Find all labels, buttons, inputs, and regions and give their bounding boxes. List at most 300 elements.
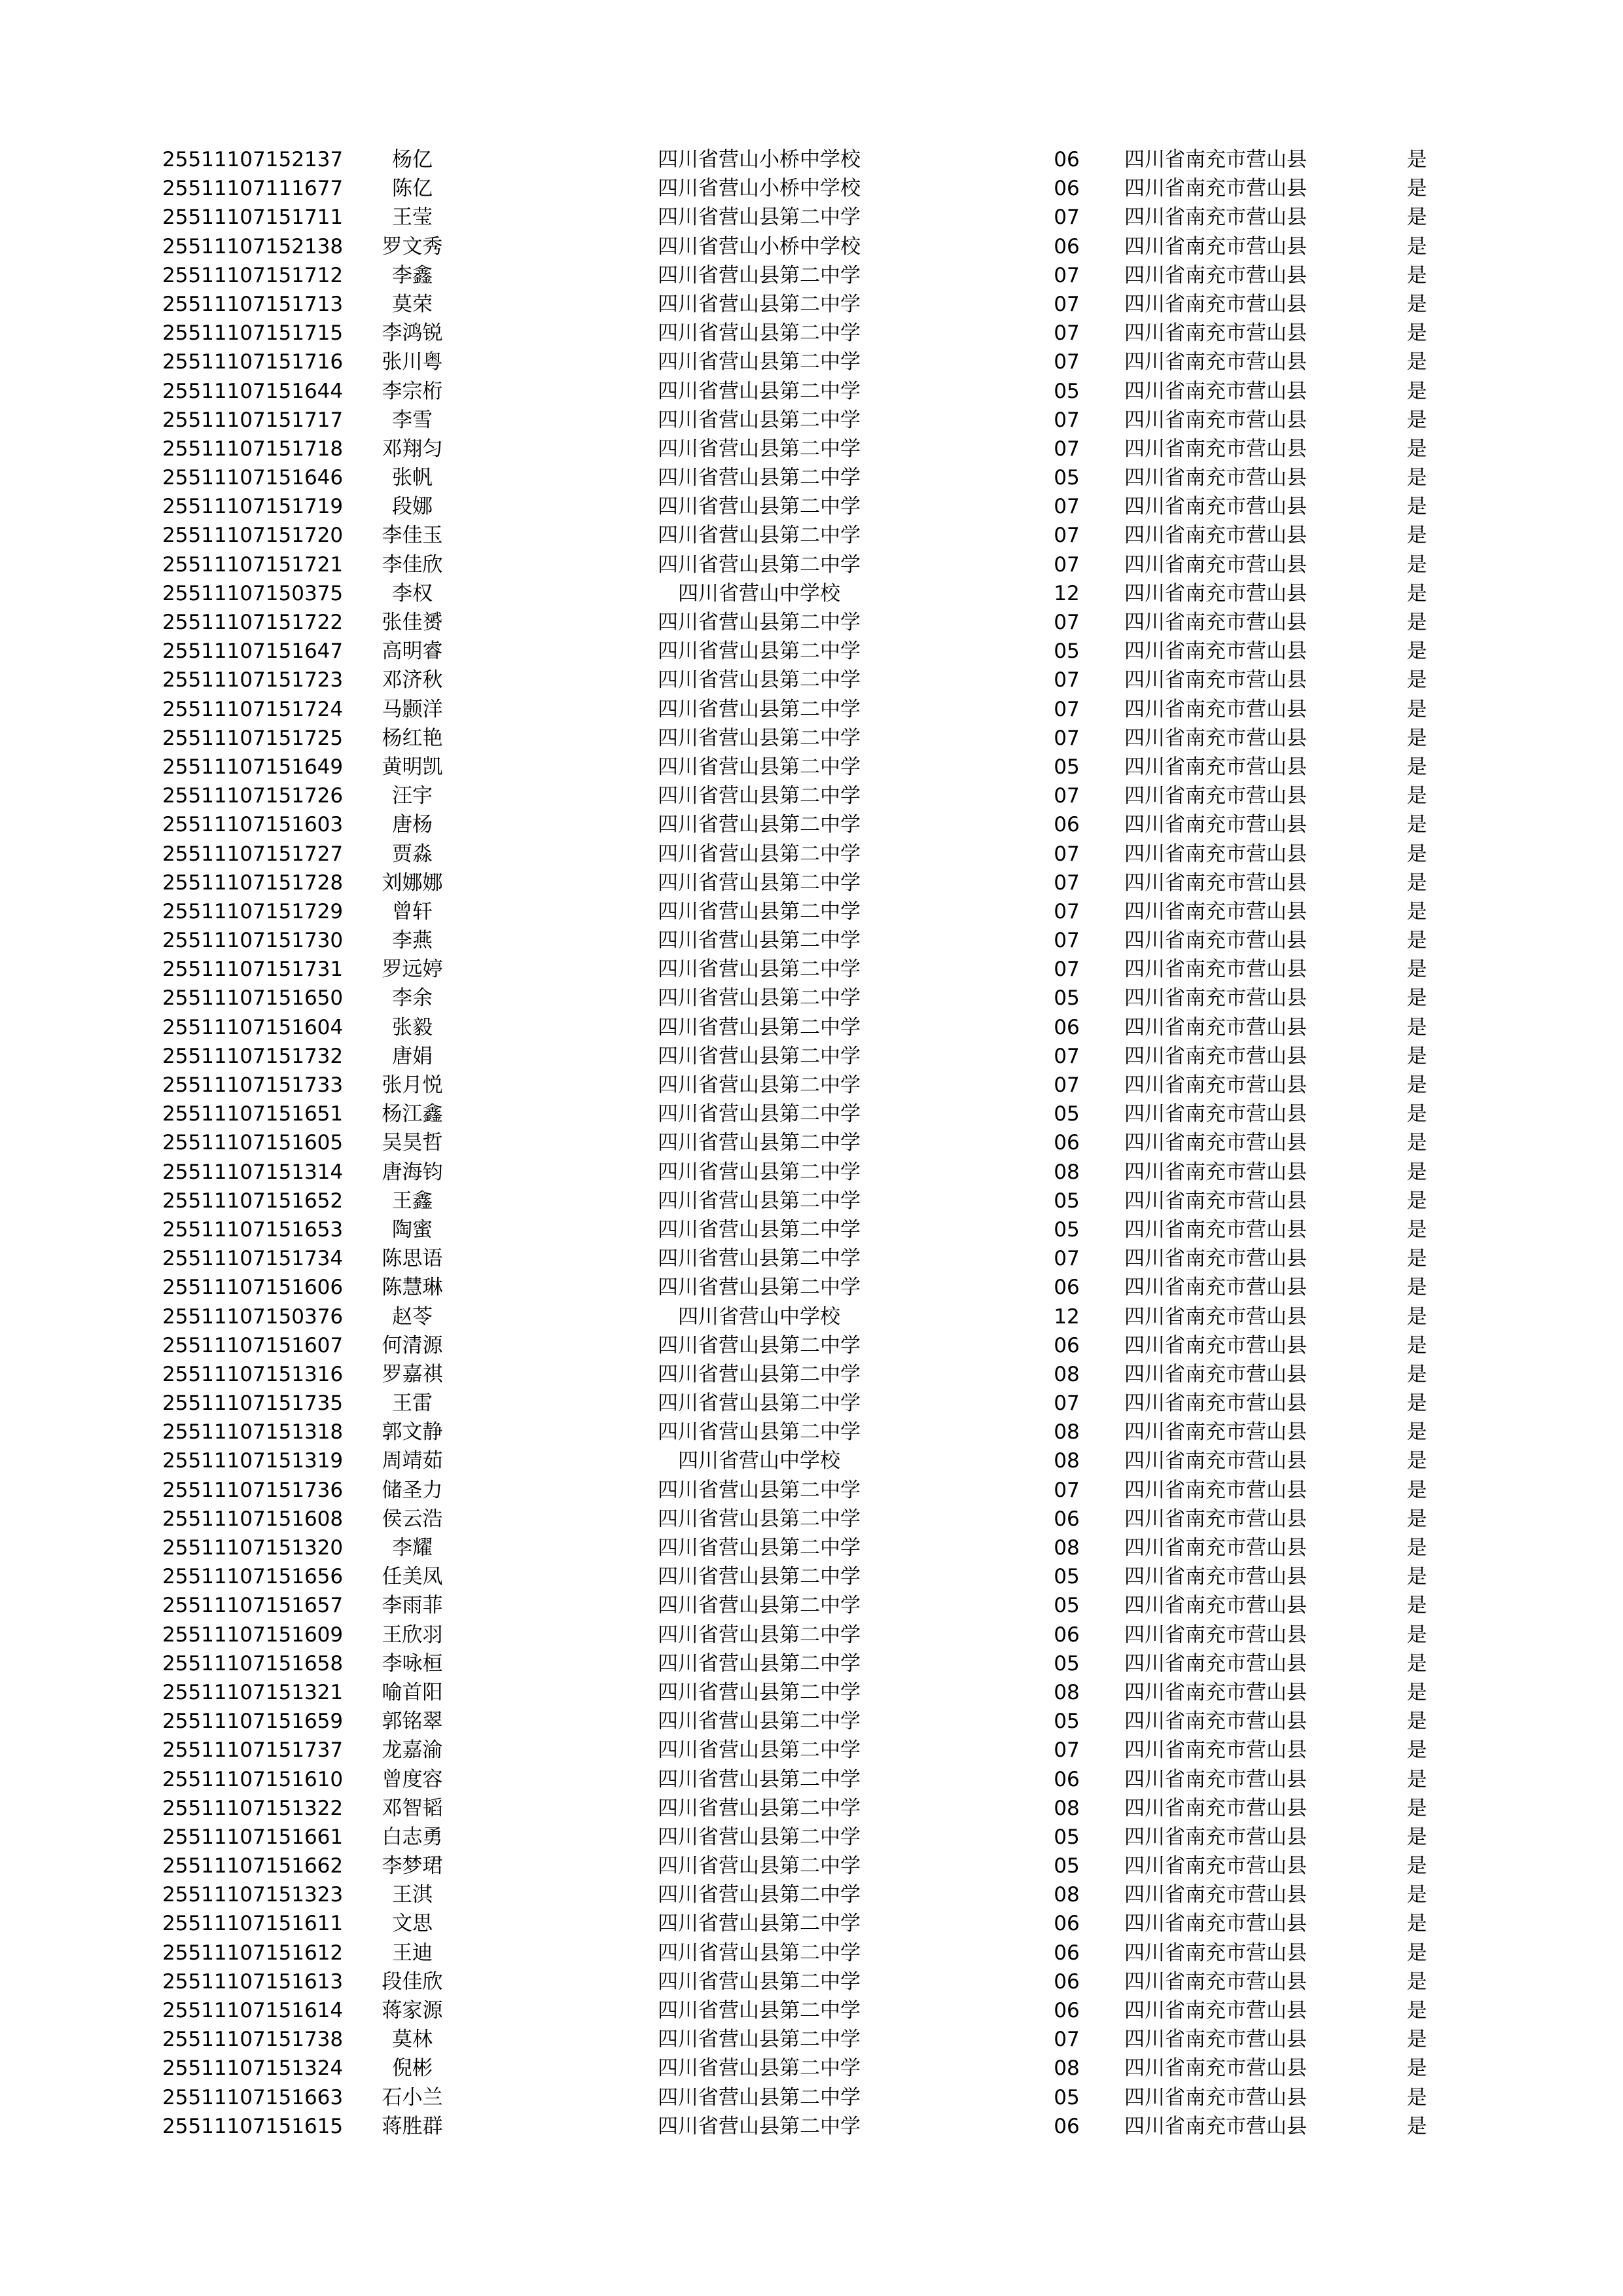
student-name-cell: 曾轩 [392,899,433,924]
table-row [0,579,1623,608]
student-id-cell: 25511107151662 [162,1854,344,1878]
school-name-cell: 四川省营山县第二中学 [658,1102,861,1126]
student-name-cell: 张毅 [392,1015,433,1039]
table-row [0,666,1623,694]
school-name-cell: 四川省营山县第二中学 [658,1217,861,1242]
student-name-cell: 李鑫 [392,263,433,287]
table-row [0,1360,1623,1389]
table-row [0,1446,1623,1475]
student-id-cell: 25511107151649 [162,755,344,779]
school-name-cell: 四川省营山县第二中学 [658,1594,861,1618]
region-name-cell: 四川省南充市营山县 [1124,813,1307,837]
region-name-cell: 四川省南充市营山县 [1124,1680,1307,1704]
table-row [0,290,1623,319]
region-name-cell: 四川省南充市营山县 [1124,842,1307,866]
school-name-cell: 四川省营山县第二中学 [658,784,861,808]
status-flag-cell: 是 [1406,784,1427,808]
student-name-cell: 刘娜娜 [382,870,443,895]
region-name-cell: 四川省南充市营山县 [1124,524,1307,548]
status-flag-cell: 是 [1406,1333,1427,1357]
school-name-cell: 四川省营山县第二中学 [658,350,861,374]
table-row [0,637,1623,666]
school-name-cell: 四川省营山县第二中学 [658,1420,861,1444]
region-name-cell: 四川省南充市营山县 [1124,1217,1307,1242]
status-flag-cell: 是 [1406,466,1427,490]
region-name-cell: 四川省南充市营山县 [1124,2085,1307,2109]
status-flag-cell: 是 [1406,1362,1427,1386]
grade-code-cell: 07 [1054,1738,1080,1763]
grade-code-cell: 07 [1054,1247,1080,1271]
student-name-cell: 李雪 [392,408,433,432]
grade-code-cell: 06 [1054,1999,1080,2022]
student-id-cell: 25511107151712 [162,263,344,287]
student-id-cell: 25511107151731 [162,958,344,982]
region-name-cell: 四川省南充市营山县 [1124,1912,1307,1936]
student-name-cell: 张佳赟 [382,611,443,634]
table-row [0,2025,1623,2054]
table-row [0,1418,1623,1446]
school-name-cell: 四川省营山县第二中学 [658,697,861,721]
student-name-cell: 任美凤 [382,1565,443,1589]
grade-code-cell: 07 [1054,524,1080,548]
student-id-cell: 25511107151603 [162,813,344,837]
student-name-cell: 杨江鑫 [382,1102,443,1126]
table-row [0,1100,1623,1128]
student-name-cell: 段佳欣 [382,1969,443,1994]
student-id-cell: 25511107151735 [162,1391,344,1416]
status-flag-cell: 是 [1406,1507,1427,1531]
student-name-cell: 郭铭翠 [382,1710,443,1734]
region-name-cell: 四川省南充市营山县 [1124,1594,1307,1618]
grade-code-cell: 07 [1054,206,1080,230]
grade-code-cell: 05 [1054,1651,1080,1676]
grade-code-cell: 05 [1054,639,1080,664]
school-name-cell: 四川省营山县第二中学 [658,668,861,692]
status-flag-cell: 是 [1406,234,1427,259]
table-row [0,1736,1623,1765]
student-name-cell: 贾淼 [392,842,433,866]
table-row [0,1621,1623,1649]
student-name-cell: 王淇 [392,1883,433,1907]
grade-code-cell: 07 [1054,870,1080,895]
student-id-cell: 25511107152138 [162,234,344,259]
student-name-cell: 王鑫 [392,1189,433,1213]
school-name-cell: 四川省营山县第二中学 [658,1044,861,1068]
school-name-cell: 四川省营山县第二中学 [658,1623,861,1647]
table-row [0,463,1623,492]
status-flag-cell: 是 [1406,842,1427,866]
status-flag-cell: 是 [1406,1420,1427,1444]
student-id-cell: 25511107151718 [162,437,344,461]
school-name-cell: 四川省营山小桥中学校 [658,148,861,171]
region-name-cell: 四川省南充市营山县 [1124,1536,1307,1560]
status-flag-cell: 是 [1406,1131,1427,1155]
school-name-cell: 四川省营山县第二中学 [658,2056,861,2081]
grade-code-cell: 05 [1054,1217,1080,1242]
student-name-cell: 侯云浩 [382,1507,443,1531]
grade-code-cell: 05 [1054,986,1080,1011]
status-flag-cell: 是 [1406,1247,1427,1271]
school-name-cell: 四川省营山县第二中学 [658,1189,861,1213]
student-id-cell: 25511107151614 [162,1999,344,2022]
status-flag-cell: 是 [1406,1969,1427,1994]
student-name-cell: 罗文秀 [382,234,443,259]
table-row [0,1158,1623,1187]
student-name-cell: 王莹 [392,206,433,230]
table-row [0,1389,1623,1418]
status-flag-cell: 是 [1406,958,1427,982]
student-name-cell: 张川粤 [382,350,443,374]
region-name-cell: 四川省南充市营山县 [1124,1883,1307,1907]
status-flag-cell: 是 [1406,726,1427,750]
status-flag-cell: 是 [1406,524,1427,548]
region-name-cell: 四川省南充市营山县 [1124,177,1307,201]
student-id-cell: 25511107151321 [162,1680,344,1704]
table-row [0,1678,1623,1707]
student-id-cell: 25511107151322 [162,1796,344,1820]
student-id-cell: 25511107151711 [162,206,344,230]
school-name-cell: 四川省营山县第二中学 [658,1651,861,1676]
status-flag-cell: 是 [1406,1391,1427,1416]
table-row [0,984,1623,1013]
student-id-cell: 25511107151733 [162,1073,344,1097]
table-row [0,1331,1623,1360]
status-flag-cell: 是 [1406,1449,1427,1473]
student-id-cell: 25511107151610 [162,1767,344,1791]
region-name-cell: 四川省南充市营山县 [1124,726,1307,750]
status-flag-cell: 是 [1406,1912,1427,1936]
student-id-cell: 25511107151314 [162,1160,344,1184]
grade-code-cell: 06 [1054,813,1080,837]
school-name-cell: 四川省营山县第二中学 [658,524,861,548]
student-name-cell: 龙嘉渝 [382,1738,443,1763]
student-id-cell: 25511107151612 [162,1941,344,1965]
region-name-cell: 四川省南充市营山县 [1124,379,1307,403]
table-row [0,1649,1623,1678]
student-id-cell: 25511107152137 [162,148,344,171]
school-name-cell: 四川省营山县第二中学 [658,1073,861,1097]
school-name-cell: 四川省营山县第二中学 [658,755,861,779]
school-name-cell: 四川省营山县第二中学 [658,2028,861,2052]
region-name-cell: 四川省南充市营山县 [1124,148,1307,171]
region-name-cell: 四川省南充市营山县 [1124,408,1307,432]
student-id-cell: 25511107151651 [162,1102,344,1126]
table-row [0,2083,1623,2112]
student-id-cell: 25511107151605 [162,1131,344,1155]
student-name-cell: 高明睿 [382,639,443,664]
school-name-cell: 四川省营山县第二中学 [658,379,861,403]
student-id-cell: 25511107151713 [162,292,344,316]
table-row [0,695,1623,724]
school-name-cell: 四川省营山县第二中学 [658,1680,861,1704]
school-name-cell: 四川省营山县第二中学 [658,1015,861,1039]
student-name-cell: 何清源 [382,1333,443,1357]
student-name-cell: 李佳玉 [382,524,443,548]
region-name-cell: 四川省南充市营山县 [1124,697,1307,721]
student-id-cell: 25511107151324 [162,2056,344,2081]
student-id-cell: 25511107151604 [162,1015,344,1039]
table-row [0,406,1623,435]
student-name-cell: 李燕 [392,929,433,953]
table-row [0,492,1623,521]
status-flag-cell: 是 [1406,1276,1427,1300]
region-name-cell: 四川省南充市营山县 [1124,234,1307,259]
grade-code-cell: 06 [1054,177,1080,201]
student-name-cell: 李鸿锐 [382,321,443,346]
student-name-cell: 马颢洋 [382,697,443,721]
grade-code-cell: 08 [1054,1160,1080,1184]
region-name-cell: 四川省南充市营山县 [1124,1738,1307,1763]
region-name-cell: 四川省南充市营山县 [1124,1651,1307,1676]
table-row [0,377,1623,406]
student-id-cell: 25511107151726 [162,784,344,808]
grade-code-cell: 07 [1054,437,1080,461]
school-name-cell: 四川省营山中学校 [678,581,840,605]
region-name-cell: 四川省南充市营山县 [1124,292,1307,316]
student-id-cell: 25511107151716 [162,350,344,374]
grade-code-cell: 05 [1054,1594,1080,1618]
student-id-cell: 25511107151318 [162,1420,344,1444]
status-flag-cell: 是 [1406,1073,1427,1097]
status-flag-cell: 是 [1406,813,1427,837]
student-id-cell: 25511107151729 [162,899,344,924]
school-name-cell: 四川省营山县第二中学 [658,929,861,953]
school-name-cell: 四川省营山县第二中学 [658,958,861,982]
student-id-cell: 25511107151657 [162,1594,344,1618]
student-id-cell: 25511107151323 [162,1883,344,1907]
region-name-cell: 四川省南充市营山县 [1124,2028,1307,2052]
region-name-cell: 四川省南充市营山县 [1124,899,1307,924]
school-name-cell: 四川省营山县第二中学 [658,1710,861,1734]
region-name-cell: 四川省南充市营山县 [1124,784,1307,808]
region-name-cell: 四川省南充市营山县 [1124,1507,1307,1531]
school-name-cell: 四川省营山县第二中学 [658,206,861,230]
table-row [0,781,1623,810]
table-row [0,1071,1623,1100]
student-name-cell: 蒋胜群 [382,2114,443,2138]
region-name-cell: 四川省南充市营山县 [1124,1189,1307,1213]
student-id-cell: 25511107151728 [162,870,344,895]
grade-code-cell: 07 [1054,408,1080,432]
status-flag-cell: 是 [1406,1044,1427,1068]
table-row [0,1823,1623,1852]
grade-code-cell: 06 [1054,1969,1080,1994]
school-name-cell: 四川省营山县第二中学 [658,1796,861,1820]
table-row [0,319,1623,348]
table-row [0,608,1623,637]
grade-code-cell: 06 [1054,1333,1080,1357]
student-name-cell: 倪彬 [392,2056,433,2081]
student-id-cell: 25511107151732 [162,1044,344,1068]
table-row [0,435,1623,463]
student-id-cell: 25511107151653 [162,1217,344,1242]
school-name-cell: 四川省营山县第二中学 [658,1825,861,1849]
student-id-cell: 25511107151720 [162,524,344,548]
table-row [0,1794,1623,1823]
grade-code-cell: 07 [1054,1391,1080,1416]
region-name-cell: 四川省南充市营山县 [1124,958,1307,982]
region-name-cell: 四川省南充市营山县 [1124,552,1307,577]
student-name-cell: 陈思语 [382,1247,443,1271]
grade-code-cell: 05 [1054,1710,1080,1734]
student-id-cell: 25511107151644 [162,379,344,403]
student-id-cell: 25511107151721 [162,552,344,577]
student-id-cell: 25511107151727 [162,842,344,866]
student-id-cell: 25511107151611 [162,1912,344,1936]
status-flag-cell: 是 [1406,639,1427,664]
region-name-cell: 四川省南充市营山县 [1124,1073,1307,1097]
school-name-cell: 四川省营山县第二中学 [658,2085,861,2109]
status-flag-cell: 是 [1406,2085,1427,2109]
school-name-cell: 四川省营山县第二中学 [658,408,861,432]
grade-code-cell: 05 [1054,1825,1080,1849]
grade-code-cell: 07 [1054,929,1080,953]
school-name-cell: 四川省营山县第二中学 [658,1912,861,1936]
student-name-cell: 赵苓 [392,1304,433,1329]
student-name-cell: 李佳欣 [382,552,443,577]
table-row [0,2112,1623,2141]
grade-code-cell: 05 [1054,1854,1080,1878]
region-name-cell: 四川省南充市营山县 [1124,755,1307,779]
table-row [0,1880,1623,1909]
status-flag-cell: 是 [1406,1102,1427,1126]
school-name-cell: 四川省营山县第二中学 [658,1507,861,1531]
student-name-cell: 王雷 [392,1391,433,1416]
student-name-cell: 莫荣 [392,292,433,316]
region-name-cell: 四川省南充市营山县 [1124,206,1307,230]
school-name-cell: 四川省营山中学校 [678,1304,840,1329]
status-flag-cell: 是 [1406,148,1427,171]
school-name-cell: 四川省营山县第二中学 [658,1131,861,1155]
status-flag-cell: 是 [1406,1941,1427,1965]
student-name-cell: 喻首阳 [382,1680,443,1704]
table-row [0,203,1623,232]
region-name-cell: 四川省南充市营山县 [1124,986,1307,1011]
school-name-cell: 四川省营山县第二中学 [658,263,861,287]
school-name-cell: 四川省营山县第二中学 [658,1738,861,1763]
status-flag-cell: 是 [1406,668,1427,692]
status-flag-cell: 是 [1406,1015,1427,1039]
status-flag-cell: 是 [1406,1623,1427,1647]
region-name-cell: 四川省南充市营山县 [1124,1796,1307,1820]
region-name-cell: 四川省南充市营山县 [1124,2056,1307,2081]
student-name-cell: 李耀 [392,1536,433,1560]
student-id-cell: 25511107151658 [162,1651,344,1676]
student-name-cell: 文思 [392,1912,433,1936]
student-name-cell: 罗嘉祺 [382,1362,443,1386]
grade-code-cell: 08 [1054,1536,1080,1560]
grade-code-cell: 05 [1054,755,1080,779]
grade-code-cell: 07 [1054,697,1080,721]
table-row [0,1042,1623,1071]
student-name-cell: 吴昊哲 [382,1131,443,1155]
status-flag-cell: 是 [1406,1738,1427,1763]
table-row [0,955,1623,984]
school-name-cell: 四川省营山县第二中学 [658,1478,861,1502]
status-flag-cell: 是 [1406,437,1427,461]
student-id-cell: 25511107151646 [162,466,344,490]
student-name-cell: 李咏桓 [382,1651,443,1676]
table-row [0,897,1623,926]
student-name-cell: 邓翔匀 [382,437,443,461]
status-flag-cell: 是 [1406,929,1427,953]
student-id-cell: 25511107151724 [162,697,344,721]
region-name-cell: 四川省南充市营山县 [1124,1131,1307,1155]
grade-code-cell: 06 [1054,234,1080,259]
region-name-cell: 四川省南充市营山县 [1124,1160,1307,1184]
student-id-cell: 25511107151647 [162,639,344,664]
table-row [0,1302,1623,1331]
status-flag-cell: 是 [1406,1767,1427,1791]
grade-code-cell: 05 [1054,2085,1080,2109]
status-flag-cell: 是 [1406,1825,1427,1849]
student-id-cell: 25511107151615 [162,2114,344,2138]
school-name-cell: 四川省营山县第二中学 [658,1160,861,1184]
region-name-cell: 四川省南充市营山县 [1124,611,1307,634]
status-flag-cell: 是 [1406,1189,1427,1213]
region-name-cell: 四川省南充市营山县 [1124,321,1307,346]
region-name-cell: 四川省南充市营山县 [1124,263,1307,287]
region-name-cell: 四川省南充市营山县 [1124,1304,1307,1329]
region-name-cell: 四川省南充市营山县 [1124,1420,1307,1444]
school-name-cell: 四川省营山县第二中学 [658,466,861,490]
student-name-cell: 唐杨 [392,813,433,837]
grade-code-cell: 05 [1054,466,1080,490]
grade-code-cell: 07 [1054,495,1080,519]
school-name-cell: 四川省营山中学校 [678,1449,840,1473]
grade-code-cell: 08 [1054,1883,1080,1907]
student-id-cell: 25511107151316 [162,1362,344,1386]
student-name-cell: 段娜 [392,495,433,519]
table-row [0,145,1623,174]
region-name-cell: 四川省南充市营山县 [1124,1969,1307,1994]
grade-code-cell: 06 [1054,148,1080,171]
grade-code-cell: 05 [1054,1189,1080,1213]
status-flag-cell: 是 [1406,2028,1427,2052]
status-flag-cell: 是 [1406,495,1427,519]
school-name-cell: 四川省营山县第二中学 [658,611,861,634]
region-name-cell: 四川省南充市营山县 [1124,1333,1307,1357]
student-name-cell: 蒋家源 [382,1999,443,2022]
status-flag-cell: 是 [1406,755,1427,779]
grade-code-cell: 08 [1054,2056,1080,2081]
region-name-cell: 四川省南充市营山县 [1124,1478,1307,1502]
student-name-cell: 储圣力 [382,1478,443,1502]
grade-code-cell: 07 [1054,321,1080,346]
status-flag-cell: 是 [1406,1796,1427,1820]
status-flag-cell: 是 [1406,1160,1427,1184]
student-id-cell: 25511107151650 [162,986,344,1011]
grade-code-cell: 08 [1054,1449,1080,1473]
status-flag-cell: 是 [1406,697,1427,721]
region-name-cell: 四川省南充市营山县 [1124,1565,1307,1589]
grade-code-cell: 06 [1054,1015,1080,1039]
region-name-cell: 四川省南充市营山县 [1124,929,1307,953]
school-name-cell: 四川省营山县第二中学 [658,2114,861,2138]
student-name-cell: 李宗桁 [382,379,443,403]
table-row [0,1187,1623,1215]
table-row [0,1967,1623,1996]
region-name-cell: 四川省南充市营山县 [1124,2114,1307,2138]
table-row [0,1128,1623,1157]
region-name-cell: 四川省南充市营山县 [1124,1941,1307,1965]
table-row [0,1591,1623,1620]
status-flag-cell: 是 [1406,379,1427,403]
region-name-cell: 四川省南充市营山县 [1124,1276,1307,1300]
grade-code-cell: 08 [1054,1420,1080,1444]
school-name-cell: 四川省营山县第二中学 [658,842,861,866]
student-id-cell: 25511107151719 [162,495,344,519]
